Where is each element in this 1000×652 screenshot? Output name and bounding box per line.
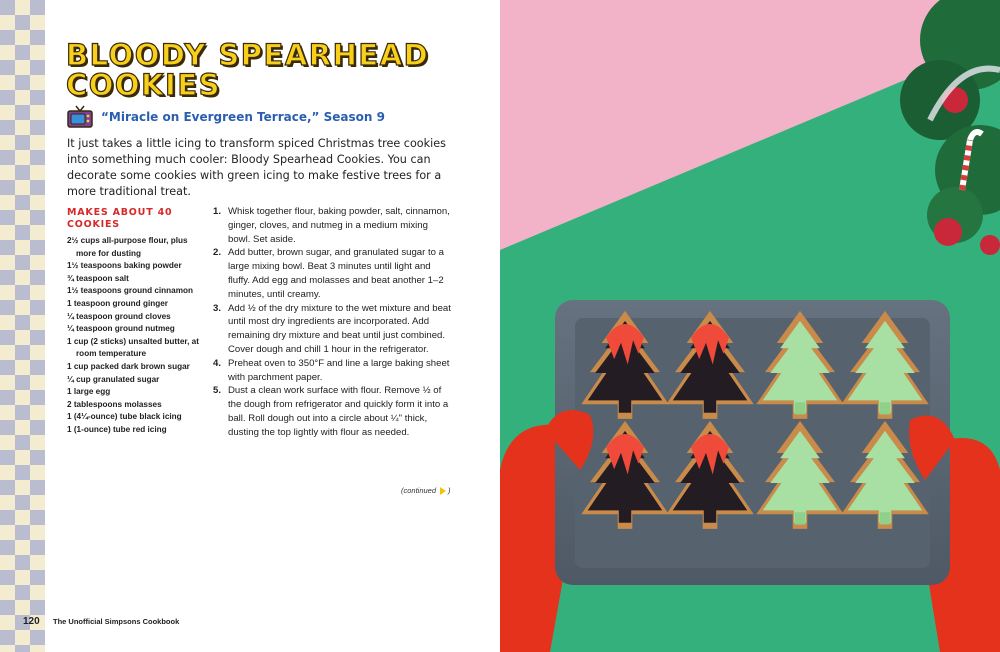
step-number: 4. — [213, 357, 222, 369]
ingredient-item: 1½ teaspoons ground cinnamon — [67, 286, 194, 296]
tv-icon — [67, 105, 93, 129]
ingredient-item: 1 cup packed dark brown sugar — [67, 361, 190, 371]
page-number: 120 — [23, 616, 40, 627]
ingredient-item: ¼ teaspoon ground cloves — [67, 311, 171, 321]
step-number: 1. — [213, 206, 222, 217]
recipe-intro: It just takes a little icing to transform spiced Christmas tree cookies into something much cooler: Bloody Spearhead Cookies. You can decorate some cookies with green icing to make festive trees for a more traditional treat. — [67, 137, 446, 198]
ingredient-item: 2½ cups all-purpose flour, plus more for dusting — [67, 236, 188, 258]
step-number: 2. — [213, 247, 222, 259]
step-text: Preheat oven to 350°F and line a large baking sheet with parchment paper. — [228, 357, 450, 383]
step-number: 3. — [213, 302, 222, 314]
ingredient-item: 1 teaspoon ground ginger — [67, 298, 168, 308]
step-item — [213, 384, 453, 439]
step-number: 5. — [213, 385, 222, 397]
step-text: Dust a clean work surface with flour. Remove ½ of the dough from refrigerator and quickly form it into a ball. Roll dough out into a circle about ¼" thick, dusting the top lightly with flour as needed. — [228, 385, 449, 438]
book-title: The Unofficial Simpsons Cookbook — [53, 617, 180, 626]
ingredient-item: ¾ teaspoon salt — [67, 273, 129, 283]
page-footer — [23, 616, 179, 627]
episode-reference — [67, 104, 385, 130]
recipe-page — [23, 0, 500, 652]
step-item — [213, 357, 453, 385]
cookie-tray-photo — [500, 0, 1000, 652]
recipe-title: BLOODY SPEARHEAD COOKIES — [66, 38, 430, 102]
ingredient-item: 1 (1-ounce) tube red icing — [67, 424, 167, 434]
steps-list — [213, 205, 453, 440]
step-item — [213, 205, 453, 246]
ingredient-item: 1½ teaspoons baking powder — [67, 261, 182, 271]
step-text: Whisk together flour, baking powder, salt, cinnamon, ginger, cloves, and nutmeg in a medium mixing bowl. Set aside. — [228, 206, 450, 245]
step-text: Add butter, brown sugar, and granulated sugar to a large mixing bowl. Beat 3 minutes until light and fluffy. Add egg and molasses and beat another 1–2 minutes, until creamy. — [228, 247, 445, 300]
step-item — [213, 302, 453, 357]
ingredients-list — [67, 235, 202, 437]
ingredient-item: 1 (4¼-ounce) tube black icing — [67, 412, 182, 422]
continued-label: (continued — [401, 486, 437, 495]
checker-border — [0, 0, 45, 652]
arrow-right-icon — [440, 487, 446, 495]
ingredient-item: ¼ cup granulated sugar — [67, 374, 160, 384]
ingredient-item: ¼ teaspoon ground nutmeg — [67, 324, 175, 334]
ingredient-item: 1 cup (2 sticks) unsalted butter, at room temperature — [67, 336, 199, 359]
continued-close: ) — [448, 486, 451, 495]
ingredient-item: 2 tablespoons molasses — [67, 399, 162, 409]
continued-note — [401, 486, 451, 495]
episode-title: “Miracle on Evergreen Terrace,” Season 9 — [101, 110, 385, 124]
step-text: Add ½ of the dry mixture to the wet mixture and beat until most dry ingredients are incorporated. Add remaining dry mixture and beat until just combined. Cover dough and chill 1 hour in the refrigerator. — [228, 302, 451, 355]
recipe-yield: MAKES ABOUT 40 COOKIES — [67, 207, 173, 230]
step-item — [213, 246, 453, 301]
ingredient-item: 1 large egg — [67, 387, 111, 397]
